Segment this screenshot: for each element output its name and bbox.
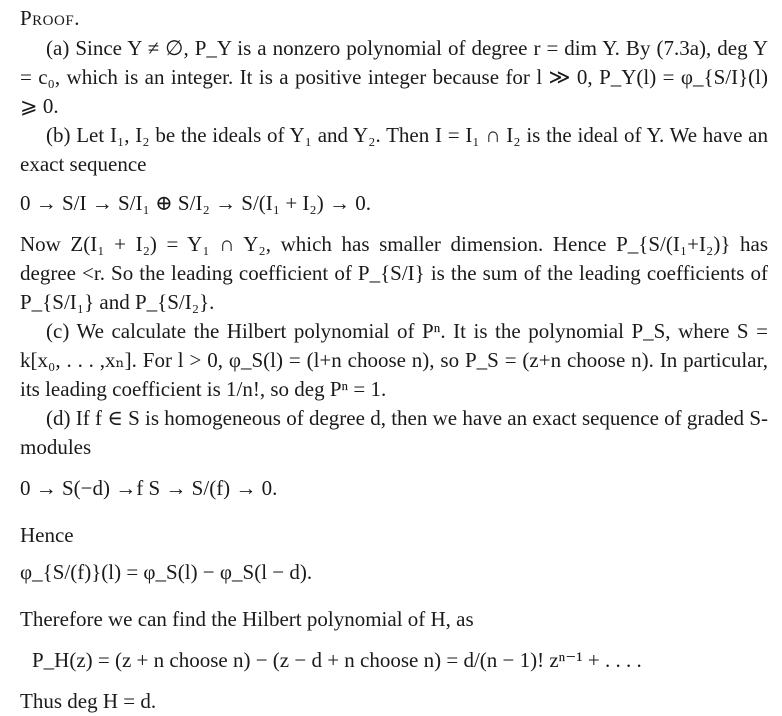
paragraph-c: (c) We calculate the Hilbert polynomial of Pⁿ. It is the polynomial P_S, where S = k[x₀, . . . ,xₙ]. For l > 0, φ_S(l) = (l+n choose n), so P_S = (z+n choose n). In particular, its leading coefficient is 1/n!, so deg Pⁿ = 1.: [20, 319, 768, 401]
paragraph-b: (b) Let I₁, I₂ be the ideals of Y₁ and Y₂. Then I = I₁ ∩ I₂ is the ideal of Y. We have an exact sequence: [20, 123, 768, 176]
hence-text: Hence: [20, 523, 74, 547]
therefore-text: Therefore we can find the Hilbert polynomial of H, as: [20, 607, 474, 631]
exact-sequence-d: 0 → S(−d) →f S → S/(f) → 0.: [20, 476, 278, 500]
conclusion-text: Thus deg H = d.: [20, 689, 157, 713]
proof-heading: Proof.: [20, 6, 80, 30]
phi-equation: φ_{S/(f)}(l) = φ_S(l) − φ_S(l − d).: [20, 560, 313, 584]
paragraph-a: (a) Since Y ≠ ∅, P_Y is a nonzero polynomial of degree r = dim Y. By (7.3a), deg Y = c₀, which is an integer. It is a positive integer because for l ≫ 0, P_Y(l) = φ_{S/I}(l) ⩾ 0.: [20, 36, 768, 118]
exact-sequence-b: 0 → S/I → S/I₁ ⊕ S/I₂ → S/(I₁ + I₂) → 0.: [20, 191, 371, 215]
paragraph-d: (d) If f ∈ S is homogeneous of degree d, then we have an exact sequence of graded S-modules: [20, 406, 768, 459]
paragraph-b-continued: Now Z(I₁ + I₂) = Y₁ ∩ Y₂, which has smaller dimension. Hence P_{S/(I₁+I₂)} has degree <r. So the leading coefficient of P_{S/I} is the sum of the leading coefficients of P_{S/I₁} and P_{S/I₂}.: [20, 232, 768, 314]
hilbert-polynomial-equation: P_H(z) = (z + n choose n) − (z − d + n choose n) = d/(n − 1)! zⁿ⁻¹ + . . . .: [32, 648, 642, 672]
